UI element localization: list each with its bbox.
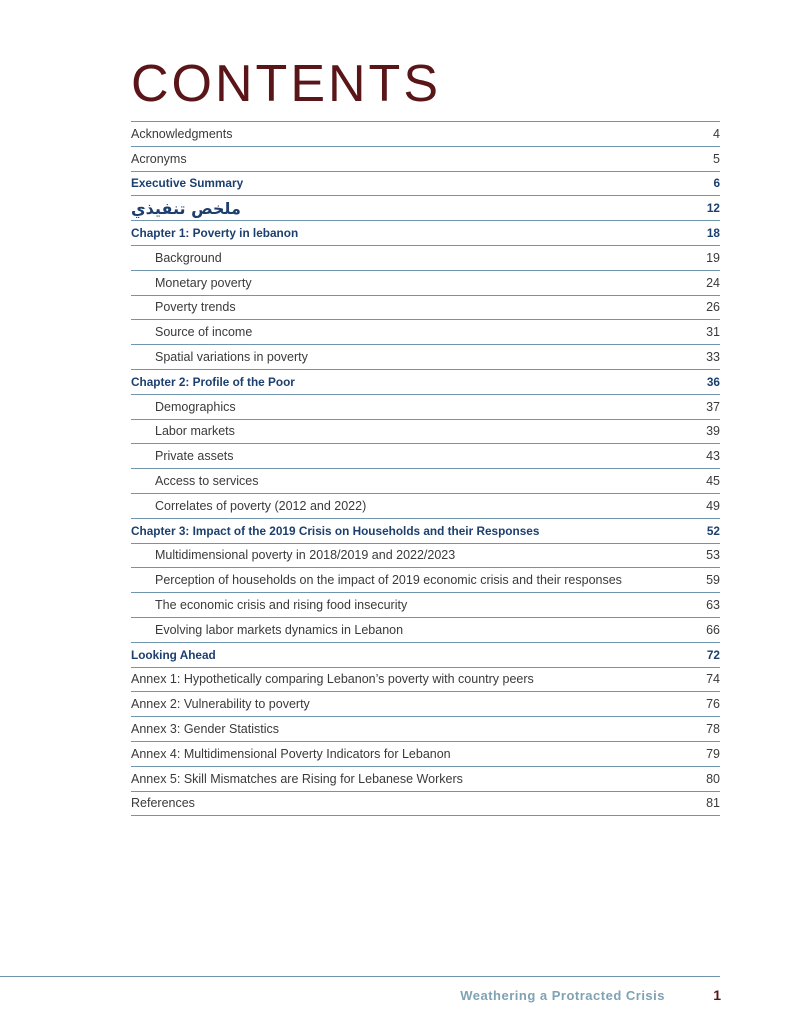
toc-entry-page: 59: [706, 573, 720, 588]
toc-entry-label: Annex 2: Vulnerability to poverty: [131, 697, 310, 712]
toc-entry-correlates-of-poverty[interactable]: [131, 494, 720, 519]
toc-entry-labor-markets[interactable]: [131, 420, 720, 445]
toc-entry-perception-of-households[interactable]: [131, 568, 720, 593]
toc-entry-label: Evolving labor markets dynamics in Lebanon: [155, 622, 404, 637]
toc-entry-page: 76: [706, 697, 720, 712]
toc-entry-page: 53: [706, 548, 720, 563]
toc-entry-acronyms[interactable]: [131, 147, 720, 172]
toc-entry-page: 74: [706, 672, 720, 687]
toc-entry-acknowledgments[interactable]: [131, 122, 720, 147]
toc-entry-private-assets[interactable]: [131, 444, 720, 469]
toc-entry-label: Source of income: [155, 325, 253, 340]
toc-entry-annex-2[interactable]: [131, 692, 720, 717]
toc-entry-page: 33: [706, 350, 720, 365]
toc-entry-executive-summary[interactable]: [131, 172, 720, 197]
toc-entry-page: 79: [706, 746, 720, 761]
toc-entry-label: Perception of households on the impact of 2019 economic crisis and their responses: [155, 573, 622, 588]
toc-entry-annex-3[interactable]: [131, 717, 720, 742]
toc-entry-page: 80: [706, 771, 720, 786]
toc-entry-page: 43: [706, 449, 720, 464]
toc-entry-label: Annex 4: Multidimensional Poverty Indicators for Lebanon: [131, 746, 451, 761]
toc-entry-page: 31: [706, 325, 720, 340]
toc-entry-label: Poverty trends: [155, 300, 236, 315]
toc-entry-chapter-2[interactable]: [131, 370, 720, 395]
toc-entry-page: 39: [706, 424, 720, 439]
toc-entry-page: 26: [706, 300, 720, 315]
toc-entry-page: 19: [706, 250, 720, 265]
toc-entry-label: Monetary poverty: [155, 275, 252, 290]
toc-entry-annex-5[interactable]: [131, 767, 720, 792]
toc-entry-label: Spatial variations in poverty: [155, 350, 308, 365]
toc-entry-page: 12: [706, 201, 720, 216]
toc-entry-page: 6: [713, 176, 720, 191]
arabic-label-text: ملخص تنفيذي: [131, 198, 241, 218]
footer-report-title: Weathering a Protracted Crisis: [460, 988, 665, 1003]
toc-entry-label: Looking Ahead: [131, 647, 216, 662]
toc-entry-page: 4: [713, 126, 720, 141]
toc-entry-label: Annex 1: Hypothetically comparing Lebanon’s poverty with country peers: [131, 672, 534, 687]
toc-entry-label: Demographics: [155, 399, 236, 414]
toc-entry-chapter-3[interactable]: [131, 519, 720, 544]
toc-entry-page: 37: [706, 399, 720, 414]
toc-entry-page: 5: [713, 151, 720, 166]
footer-divider: [0, 976, 720, 977]
toc-entry-label: Private assets: [155, 449, 234, 464]
toc-entry-page: 24: [706, 275, 720, 290]
toc-entry-source-of-income[interactable]: [131, 320, 720, 345]
toc-entry-label: [131, 199, 690, 218]
toc-entry-label: Chapter 1: Poverty in lebanon: [131, 226, 299, 241]
toc-entry-page: 45: [706, 474, 720, 489]
toc-entry-page: 63: [706, 598, 720, 613]
toc-entry-label: References: [131, 796, 195, 811]
toc-entry-label: Acronyms: [131, 151, 187, 166]
toc-entry-page: 49: [706, 498, 720, 513]
toc-entry-label: Labor markets: [155, 424, 235, 439]
toc-entry-page: 52: [706, 523, 720, 538]
toc-entry-label: Chapter 2: Profile of the Poor: [131, 374, 295, 389]
toc-entry-page: 72: [706, 647, 720, 662]
toc-entry-references[interactable]: [131, 792, 720, 817]
toc-entry-demographics[interactable]: [131, 395, 720, 420]
page-title: CONTENTS: [131, 55, 441, 113]
toc-entry-label: Acknowledgments: [131, 126, 233, 141]
footer-page-number: 1: [713, 987, 721, 1003]
toc-entry-label: Annex 3: Gender Statistics: [131, 722, 279, 737]
toc-entry-page: 18: [706, 226, 720, 241]
toc-entry-page: 78: [706, 722, 720, 737]
table-of-contents: [131, 121, 720, 816]
toc-entry-label: Multidimensional poverty in 2018/2019 and 2022/2023: [155, 548, 456, 563]
toc-entry-labor-markets-dynamics[interactable]: [131, 618, 720, 643]
toc-entry-spatial-variations[interactable]: [131, 345, 720, 370]
toc-entry-page: 66: [706, 622, 720, 637]
toc-entry-label: Annex 5: Skill Mismatches are Rising for Lebanese Workers: [131, 771, 463, 786]
toc-entry-annex-1[interactable]: [131, 668, 720, 693]
toc-entry-page: 36: [706, 374, 720, 389]
toc-entry-background[interactable]: [131, 246, 720, 271]
toc-entry-multidimensional-poverty[interactable]: [131, 544, 720, 569]
toc-entry-label: Correlates of poverty (2012 and 2022): [155, 498, 367, 513]
toc-entry-chapter-1[interactable]: [131, 221, 720, 246]
toc-entry-poverty-trends[interactable]: [131, 296, 720, 321]
toc-entry-label: Chapter 3: Impact of the 2019 Crisis on Households and their Responses: [131, 523, 540, 538]
toc-entry-looking-ahead[interactable]: [131, 643, 720, 668]
toc-entry-food-insecurity[interactable]: [131, 593, 720, 618]
toc-entry-label: Background: [155, 250, 222, 265]
toc-entry-arabic-executive-summary[interactable]: [131, 196, 720, 221]
toc-entry-monetary-poverty[interactable]: [131, 271, 720, 296]
toc-entry-label: Executive Summary: [131, 176, 244, 191]
toc-entry-page: 81: [706, 796, 720, 811]
toc-entry-label: The economic crisis and rising food insecurity: [155, 598, 408, 613]
toc-entry-access-to-services[interactable]: [131, 469, 720, 494]
toc-entry-label: Access to services: [155, 474, 259, 489]
toc-entry-annex-4[interactable]: [131, 742, 720, 767]
